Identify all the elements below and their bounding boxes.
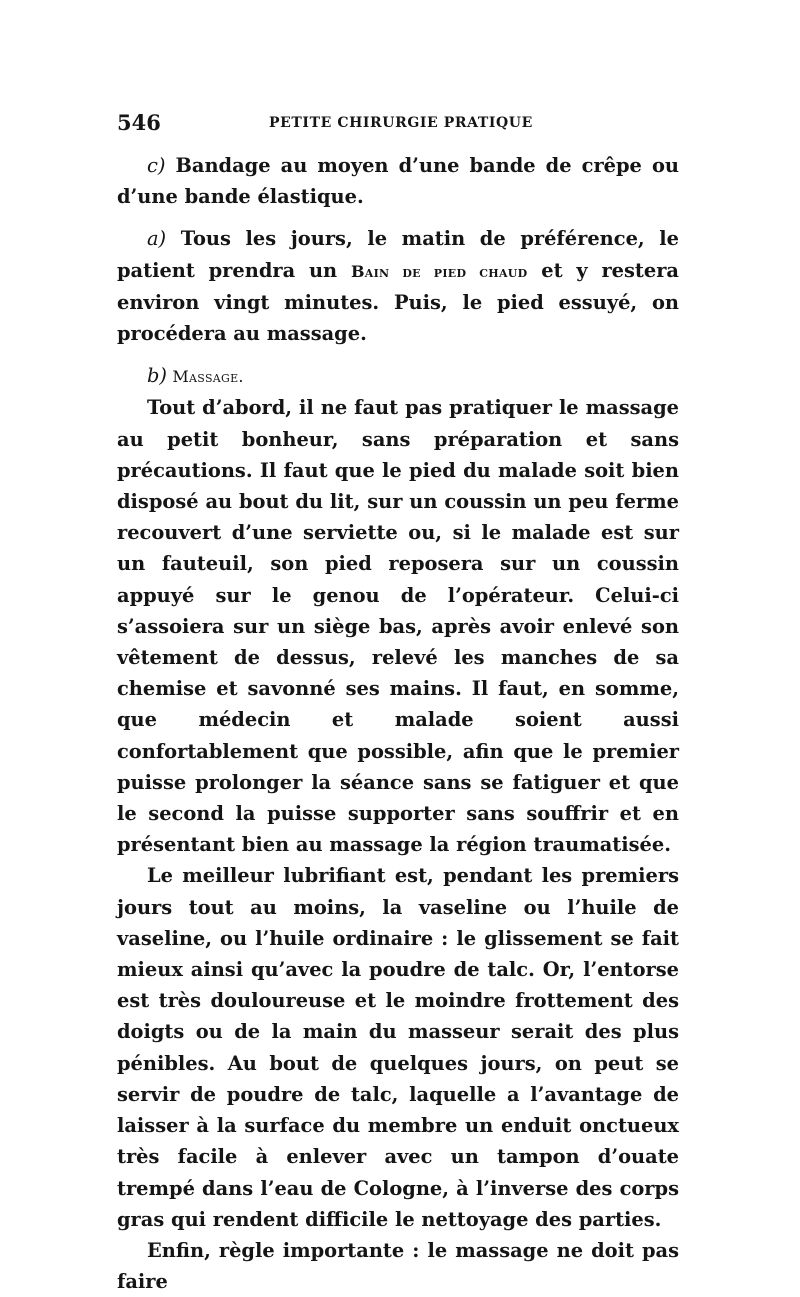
paragraph-important-rule: Enfin, règle importante : le massage ne doit pas faire <box>117 1238 679 1294</box>
running-title: PETITE CHIRURGIE PRATIQUE <box>269 115 533 131</box>
body-text <box>117 150 679 1297</box>
list-label-b: b) <box>147 364 167 388</box>
paragraph-a-text-after: et y restera environ vingt minutes. Puis, le pied essuyé, on procédera au massage. <box>117 258 679 346</box>
paragraph-a <box>117 223 679 349</box>
massage-heading: Massage. <box>166 367 244 387</box>
paragraph-b-heading <box>117 360 679 392</box>
page-number: 546 <box>117 110 161 135</box>
list-label-a: a) <box>147 227 167 251</box>
paragraph-a-text-before: Tous les jours, le matin de préférence, le patient prendra un <box>117 227 679 282</box>
list-label-c: c) <box>147 154 166 177</box>
foot-bath-term: Bain de pied chaud <box>350 261 528 281</box>
paragraph-preparation: Tout d’abord, il ne faut pas pratiquer le massage au petit bonheur, sans préparation et sans précautions. Il faut que le pied du malade soit bien disposé au bout du lit, sur un coussin un peu ferme recouvert d’une serviette ou, si le malade est sur un fauteuil, son pied reposera sur un coussin appuyé sur le genou de l’opérateur. Celui-ci s’assoiera sur un siège bas, après avoir enlevé son vêtement de dessus, relevé les manches de sa chemise et savonné ses mains. Il faut, en somme, que médecin et malade soient aussi confortablement que possible, afin que le premier puisse prolonger la séance sans se fatiguer et que le second la puisse supporter sans souffrir et en présentant bien au massage la région traumatisée. <box>117 396 679 857</box>
page-header <box>117 110 679 140</box>
paragraph-c <box>117 150 679 212</box>
paragraph-c-text: Bandage au moyen d’une bande de crêpe ou d’une bande élastique. <box>117 154 679 209</box>
paragraph-lubricant: Le meilleur lubrifiant est, pendant les premiers jours tout au moins, la vaseline ou l’huile de vaseline, ou l’huile ordinaire : le glissement se fait mieux ainsi qu’avec la poudre de talc. Or, l’entorse est très douloureuse et le moindre frottement des doigts ou de la main du masseur serait des plus pénibles. Au bout de quelques jours, on peut se servir de poudre de talc, laquelle a l’avantage de laisser à la surface du membre un enduit onctueux très facile à enlever avec un tampon d’ouate trempé dans l’eau de Cologne, à l’inverse des corps gras qui rendent difficile le nettoyage des parties. <box>117 864 679 1231</box>
